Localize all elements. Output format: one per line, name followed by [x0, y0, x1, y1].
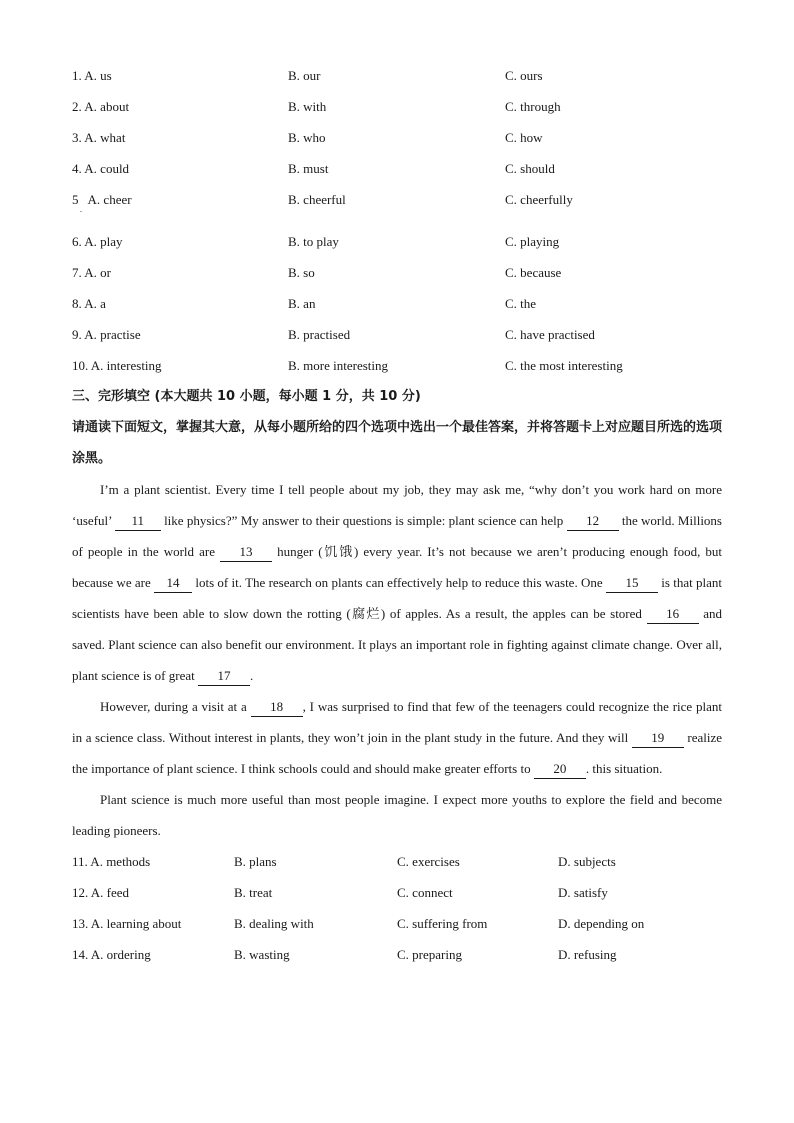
option-a: 8. A. a — [72, 296, 106, 311]
option-row-11 — [72, 846, 722, 877]
option-row-10 — [72, 350, 722, 381]
option-b: B. practised — [288, 327, 351, 342]
option-c: C. because — [505, 265, 562, 280]
option-row-12 — [72, 877, 722, 908]
option-a: 13. A. learning about — [72, 916, 182, 931]
option-a: 10. A. interesting — [72, 358, 162, 373]
option-d: D. satisfy — [558, 885, 608, 900]
option-a: 12. A. feed — [72, 885, 130, 900]
option-a: 6. A. play — [72, 234, 123, 249]
option-a: 2. A. about — [72, 99, 130, 114]
passage-text: and saved. Plant science can also benefit our environment. It plays an important role in fighting against climate change. Over all, plant science is of great — [72, 606, 722, 683]
option-c: C. exercises — [397, 854, 460, 869]
option-c: C. ours — [505, 68, 543, 83]
passage-text: is that plant scientists have been able to slow down the rotting (腐烂) of apples. As a result, the apples can be stored — [72, 575, 722, 621]
section-instruction: 请通读下面短文，掌握其大意，从每小题所给的四个选项中选出一个最佳答案，并将答题卡上对应题目所选的选项涂黑。 — [72, 420, 723, 466]
option-row-9 — [72, 319, 722, 350]
option-c: C. the most interesting — [505, 358, 623, 373]
blank-11: 11 — [115, 512, 161, 531]
option-c: C. the — [505, 296, 537, 311]
blank-13: 13 — [220, 543, 272, 562]
passage-text: realize the importance of plant science. I think schools could and should make greater efforts to — [72, 730, 722, 776]
option-d: D. subjects — [558, 854, 616, 869]
option-row-4 — [72, 153, 722, 184]
passage-paragraph-3: Plant science is much more useful than most people imagine. I expect more youths to explore the field and become leading pioneers. — [72, 792, 722, 838]
passage-paragraph-1 — [72, 474, 722, 691]
option-b: B. who — [288, 130, 326, 145]
option-c: C. should — [505, 161, 555, 176]
option-c: C. connect — [397, 885, 453, 900]
passage-paragraph-2 — [72, 691, 722, 784]
option-a: 11. A. methods — [72, 854, 151, 869]
blank-19: 19 — [632, 729, 684, 748]
option-b: B. treat — [234, 885, 273, 900]
passage-text: lots of it. The research on plants can effectively help to reduce this waste. One — [192, 575, 606, 590]
passage-text: like physics?” My answer to their questions is simple: plant science can help — [160, 513, 567, 528]
option-a: 14. A. ordering — [72, 947, 151, 962]
option-row-5 — [72, 184, 722, 226]
passage-text: . this situation. — [585, 761, 663, 776]
option-row-6 — [72, 226, 722, 257]
option-b: B. an — [288, 296, 316, 311]
option-c: C. preparing — [397, 947, 462, 962]
blank-18: 18 — [251, 698, 303, 717]
option-c: C. have practised — [505, 327, 595, 342]
section-title: 三、完形填空 (本大题共 10 小题，每小题 1 分，共 10 分) — [72, 389, 421, 404]
option-a: 9. A. practise — [72, 327, 141, 342]
blank-15: 15 — [606, 574, 658, 593]
passage-text: hunger (饥饿) every year. It’s not because we aren’t producing enough food, but because we are — [72, 544, 722, 590]
option-row-13 — [72, 908, 722, 939]
option-b: B. more interesting — [288, 358, 389, 373]
option-row-8 — [72, 288, 722, 319]
option-d: D. depending on — [558, 916, 645, 931]
option-row-2 — [72, 91, 722, 122]
option-c: C. through — [505, 99, 561, 114]
option-a: 1. A. us — [72, 68, 112, 83]
blank-20: 20 — [534, 760, 586, 779]
option-row-3 — [72, 122, 722, 153]
option-b: B. with — [288, 99, 327, 114]
option-d: D. refusing — [558, 947, 617, 962]
blank-14: 14 — [154, 574, 192, 593]
stray-dot: . — [80, 205, 82, 214]
option-row-14 — [72, 939, 722, 970]
option-b: B. wasting — [234, 947, 290, 962]
option-b: B. our — [288, 68, 321, 83]
option-a: 5 A. cheer — [72, 192, 132, 207]
passage-text: , I was surprised to find that few of the teenagers could recognize the rice plant in a science class. Without interest in plants, they won’t join in the plant study in the future. And they will — [72, 699, 722, 745]
exam-page — [72, 60, 722, 970]
blank-12: 12 — [567, 512, 619, 531]
option-row-7 — [72, 257, 722, 288]
option-c: C. cheerfully — [505, 192, 573, 207]
option-c: C. suffering from — [397, 916, 488, 931]
option-a: 3. A. what — [72, 130, 126, 145]
option-b: B. plans — [234, 854, 277, 869]
blank-16: 16 — [647, 605, 699, 624]
option-b: B. dealing with — [234, 916, 314, 931]
passage-text: I’m a plant scientist. Every time I tell people about my job, they may ask me, “why don’t you work hard on more ‘useful’ — [72, 482, 722, 528]
option-b: B. to play — [288, 234, 339, 249]
part2-options — [72, 60, 722, 381]
part3-options — [72, 846, 722, 970]
passage-text: the world. Millions of people in the world are — [72, 513, 722, 559]
passage-text: . — [249, 668, 254, 683]
blank-17: 17 — [198, 667, 250, 686]
option-b: B. must — [288, 161, 329, 176]
option-b: B. so — [288, 265, 315, 280]
option-a: 7. A. or — [72, 265, 111, 280]
option-row-1 — [72, 60, 722, 91]
passage-text: However, during a visit at a — [100, 699, 251, 714]
option-a: 4. A. could — [72, 161, 130, 176]
option-b: B. cheerful — [288, 192, 346, 207]
option-c: C. how — [505, 130, 543, 145]
option-c: C. playing — [505, 234, 560, 249]
